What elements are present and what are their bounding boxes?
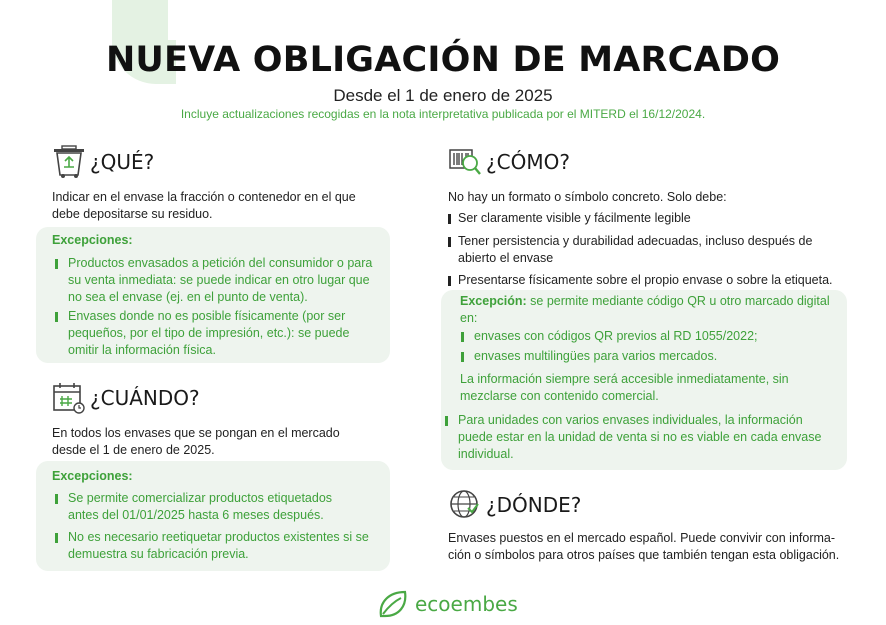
page-subtitle: Desde el 1 de enero de 2025 bbox=[333, 86, 553, 105]
section-que-title: ¿QUÉ? bbox=[90, 150, 155, 174]
calendar-icon bbox=[52, 381, 86, 415]
como-exception-item-2: envases multilingües para varios mercados. bbox=[460, 348, 820, 365]
como-exception-body: se permite mediante código QR u otro marcado digital en: bbox=[460, 294, 830, 325]
que-exception-1: Productos envasados a petición del consumidor o para su venta inmediata: se puede indicar en otro lugar que no sea el envase (ej. en el punto de venta). bbox=[54, 255, 376, 306]
como-exception-note: La información siempre será accesible inmediatamente, sin mezclarse con contenido comercial. bbox=[460, 372, 789, 403]
recycling-bin-icon bbox=[52, 145, 86, 179]
barcode-magnifier-icon bbox=[448, 145, 482, 179]
section-como-intro: No hay un formato o símbolo concreto. Solo debe: bbox=[448, 190, 727, 204]
como-requirement-1: Ser claramente visible y fácilmente legible bbox=[448, 210, 828, 227]
section-donde-header bbox=[448, 488, 581, 522]
section-cuando-header bbox=[52, 381, 200, 415]
ecoembes-leaf-icon bbox=[377, 588, 411, 620]
section-cuando-title: ¿CUÁNDO? bbox=[90, 386, 200, 410]
globe-icon bbox=[448, 488, 482, 522]
page-title: NUEVA OBLIGACIÓN DE MARCADO bbox=[105, 40, 781, 80]
como-exception-text bbox=[460, 293, 830, 327]
ecoembes-wordmark: ecoembes bbox=[415, 592, 518, 616]
section-donde-text: Envases puestos en el mercado español. Puede convivir con información o símbolos para otros países que también tengan esta obligación. bbox=[448, 531, 840, 562]
cuando-exception-1: Se permite comercializar productos etiquetados antes del 01/01/2025 hasta 6 meses después. bbox=[54, 490, 364, 524]
como-exception-label: Excepción: bbox=[460, 294, 527, 308]
ecoembes-logo bbox=[377, 588, 518, 620]
cuando-exception-2: No es necesario reetiquetar productos existentes si se demuestra su fabricación previa. bbox=[54, 529, 374, 563]
update-note: Incluye actualizaciones recogidas en la nota interpretativa publicada por el MITERD el 16/12/2024. bbox=[180, 107, 706, 121]
section-donde-title: ¿DÓNDE? bbox=[486, 493, 582, 517]
section-como-title: ¿CÓMO? bbox=[486, 150, 570, 174]
como-exception-item-1: envases con códigos QR previos al RD 1055/2022; bbox=[460, 328, 820, 345]
section-como-header bbox=[448, 145, 570, 179]
que-exception-2: Envases donde no es posible físicamente (por ser pequeños, por el tipo de impresión, etc.): se puede omitir la información física. bbox=[54, 308, 376, 359]
section-cuando-text: En todos los envases que se pongan en el mercado desde el 1 de enero de 2025. bbox=[52, 426, 340, 457]
como-requirement-2: Tener persistencia y durabilidad adecuadas, incluso después de abierto el envase bbox=[448, 233, 828, 267]
section-que-text: Indicar en el envase la fracción o contenedor en el que debe depositarse su residuo. bbox=[52, 190, 356, 221]
cuando-exceptions-label: Excepciones: bbox=[52, 469, 133, 483]
section-que-header bbox=[52, 145, 154, 179]
como-requirement-3: Presentarse físicamente sobre el propio envase o sobre la etiqueta. bbox=[448, 272, 848, 289]
como-units-note: Para unidades con varios envases individuales, la información puede estar en la unidad de venta si no es viable en cada envase individual. bbox=[444, 412, 830, 463]
que-exceptions-label: Excepciones: bbox=[52, 233, 133, 247]
